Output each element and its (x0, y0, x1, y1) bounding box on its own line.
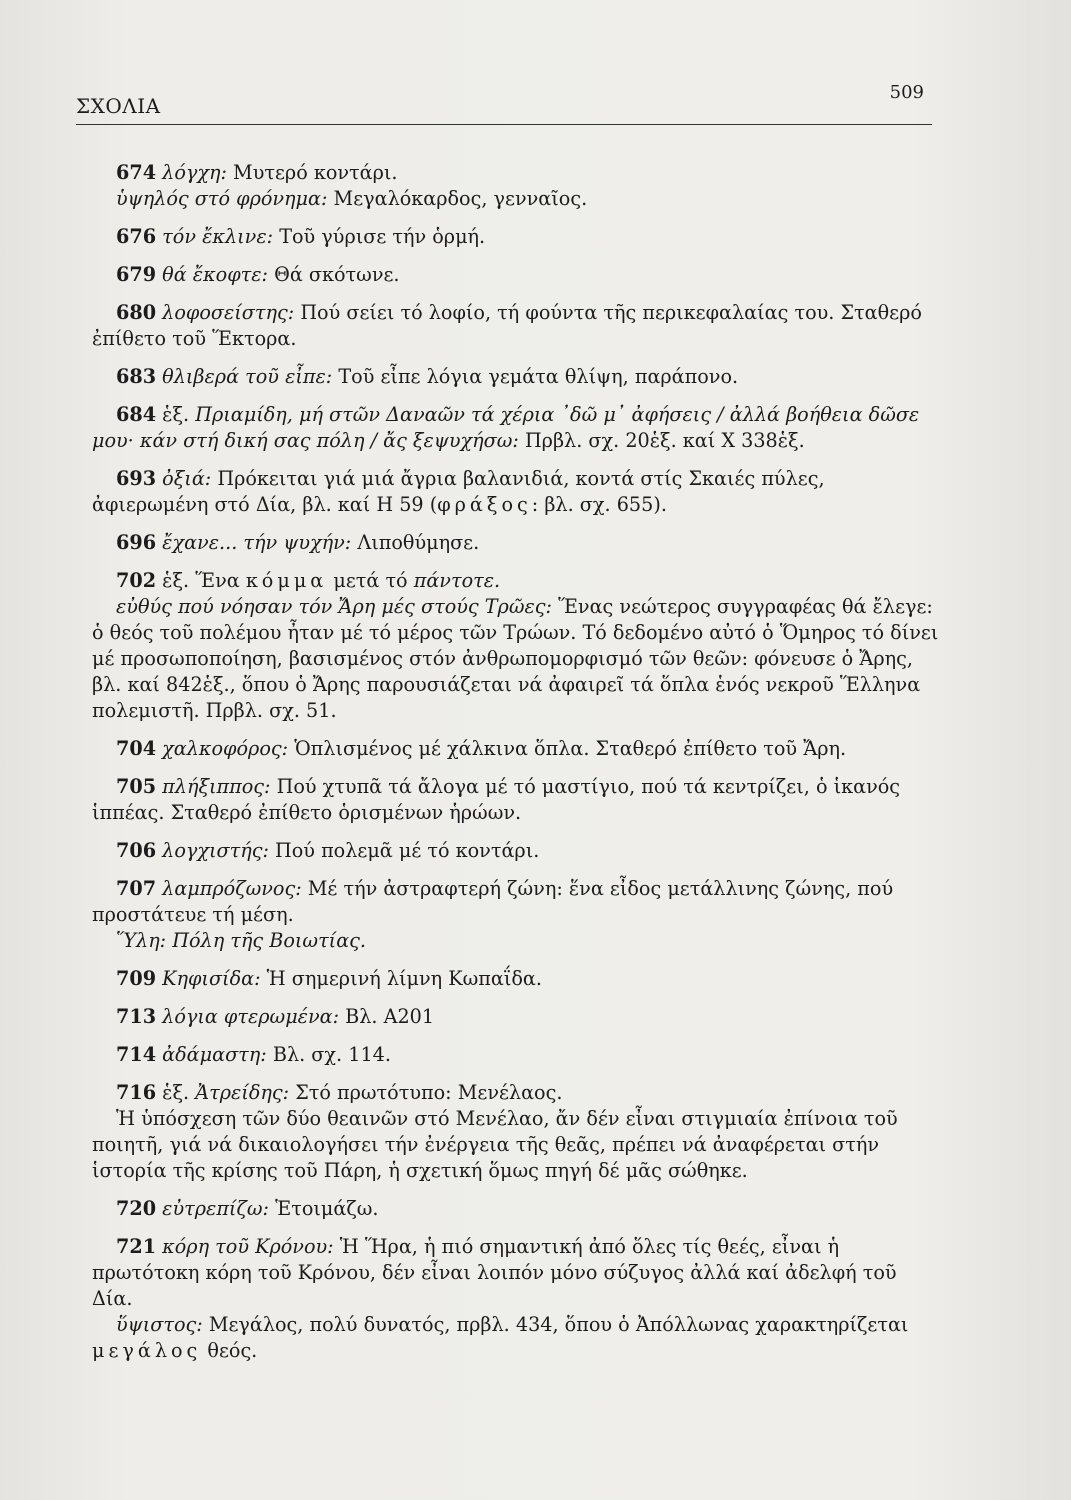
note-number: 683 (116, 365, 157, 388)
note-lemma: τόν ἔκλινε: (162, 225, 274, 248)
note-lemma: χαλκοφόρος: (162, 737, 289, 760)
note-text: Πρόκειται γιά μιά ἄγρια βαλανιδιά, κοντά στίς Σκαιές πύλες, ἀφιερωμένη στό Δία, βλ. καί Η 59 ( (92, 467, 825, 516)
note-683 (68, 364, 942, 390)
note-text-tail: θεός. (201, 1339, 258, 1362)
note-716-sub (68, 1106, 942, 1184)
note-lemma: κόρη τοῦ Κρόνου: (162, 1235, 334, 1258)
note-number: 706 (116, 839, 157, 862)
note-text: Πού σείει τό λοφίο, τή φούντα τῆς περικεφαλαίας του. Σταθερό ἐπίθετο τοῦ Ἕκτορα. (92, 301, 922, 350)
note-text-tail: : βλ. σχ. 655). (531, 493, 667, 516)
note-prefix: ἑξ. (162, 403, 196, 426)
note-lemma: ἔχανε... τήν ψυχήν: (162, 531, 352, 554)
note-text: Θά σκότωνε. (268, 263, 400, 286)
note-text: Μεγάλος, πολύ δυνατός, πρβλ. 434, ὅπου ὁ Ἀπόλλωνας χαρακτηρίζεται (202, 1313, 909, 1336)
note-number: 716 (116, 1081, 157, 1104)
note-lemma: Κηφισίδα: (162, 967, 261, 990)
note-676 (68, 224, 942, 250)
note-text: Ἡ σημερινή λίμνη Κωπαΐδα. (260, 967, 542, 990)
note-spaced-word: φράξος (437, 493, 532, 516)
note-number: 693 (116, 467, 157, 490)
note-text: Τοῦ εἶπε λόγια γεμάτα θλίψη, παράπονο. (332, 365, 739, 388)
note-721-sub (68, 1312, 942, 1364)
note-lemma: ὕψιστος: (116, 1313, 203, 1336)
note-spaced-word: μεγάλος (92, 1339, 202, 1362)
note-674 (68, 160, 942, 186)
note-709 (68, 966, 942, 992)
note-720 (68, 1196, 942, 1222)
running-head-title: ΣΧΟΛΙΑ (76, 94, 161, 118)
note-number: 674 (116, 161, 157, 184)
note-text: Στό πρωτότυπο: Μενέλαος. (289, 1081, 563, 1104)
note-text: Ἑτοιμάζω. (268, 1197, 379, 1220)
note-702 (68, 568, 942, 594)
note-text: Πού χτυπᾶ τά ἄλογα μέ τό μαστίγιο, πού τά κεντρίζει, ὁ ἱκανός ἱππέας. Σταθερό ἐπίθετο ὁρισμένων ἡρώων. (92, 775, 901, 824)
note-text: Ἡ ὑπόσχεση τῶν δύο θεαινῶν στό Μενέλαο, ἄν δέν εἶναι στιγμιαία ἐπίνοια τοῦ ποιητῆ, γιά νά δικαιολογήσει τήν ἐνέργεια τῆς θεᾶς, πρέπει νά ἀναφέρεται στήν ἱστορία τῆς κρίσης τοῦ Πάρη, ἡ σχετική ὅμως πηγή δέ μᾶς σώθηκε. (92, 1107, 898, 1182)
note-lemma: πλήξιππος: (162, 775, 271, 798)
note-713 (68, 1004, 942, 1030)
note-number: 707 (116, 877, 157, 900)
note-text: Μέ τήν ἀστραφτερή ζώνη: ἕνα εἶδος μετάλλινης ζώνης, πού προστάτευε τή μέση. (92, 877, 894, 926)
note-lemma: λόγια φτερωμένα: (162, 1005, 340, 1028)
note-number: 721 (116, 1235, 157, 1258)
note-prefix: ἑξ. Ἕνα (162, 569, 246, 592)
note-704 (68, 736, 942, 762)
note-text: Τοῦ γύρισε τήν ὁρμή. (273, 225, 486, 248)
note-lemma: εὐθύς πού νόησαν τόν Ἄρη μές στούς Τρῶες: (116, 595, 552, 618)
note-text: Λιποθύμησε. (351, 531, 480, 554)
header-rule (76, 124, 932, 125)
note-spaced-word: κόμμα (245, 569, 328, 592)
note-text: Βλ. σχ. 114. (266, 1043, 391, 1066)
note-number: 684 (116, 403, 157, 426)
note-number: 705 (116, 775, 157, 798)
note-text: Ἡ Ἥρα, ἡ πιό σημαντική ἀπό ὅλες τίς θεές, εἶναι ἡ πρωτότοκη κόρη τοῦ Κρόνου, δέν εἶναι λοιπόν μόνο σύζυγος ἀλλά καί ἀδελφή τοῦ Δία. (92, 1235, 897, 1310)
note-lemma: Ἀτρείδης: (195, 1081, 290, 1104)
running-head (76, 82, 932, 124)
note-lemma: λόγχη: (162, 161, 227, 184)
note-lemma: λαμπρόζωνος: (162, 877, 302, 900)
note-text: Μεγαλόκαρδος, γενναῖος. (327, 187, 588, 210)
note-number: 696 (116, 531, 157, 554)
note-text: Μυτερό κοντάρι. (226, 161, 398, 184)
note-714 (68, 1042, 942, 1068)
note-lemma: ὀξιά: (162, 467, 212, 490)
note-text: Βλ. Α201 (339, 1005, 435, 1028)
note-number: 704 (116, 737, 157, 760)
note-lemma: λογχιστής: (162, 839, 269, 862)
note-text: Πρβλ. σχ. 20ἑξ. καί Χ 338ἑξ. (518, 429, 805, 452)
note-number: 714 (116, 1043, 157, 1066)
note-lemma: ὑψηλός στό φρόνημα: (116, 187, 328, 210)
note-lemma: εὐτρεπίζω: (162, 1197, 269, 1220)
note-lemma: Ὕλη: Πόλη τῆς Βοιωτίας. (116, 929, 367, 952)
note-text: Ἕνας νεώτερος συγγραφέας θά ἔλεγε: ὁ θεός τοῦ πολέμου ἦταν μέ τό μέρος τῶν Τρώων. Τό δεδομένο αὐτό ὁ Ὅμηρος τό δίνει μέ προσωποποίηση, βασισμένος στόν ἀνθρωπομορφισμό τῶν θεῶν: φόνευσε ὁ Ἄρης, βλ. καί 842ἑξ., ὅπου ὁ Ἄρης παρουσιάζεται νά ἀφαιρεῖ τά ὅπλα ἑνός νεκροῦ Ἕλληνα πολεμιστῆ. Πρβλ. σχ. 51. (92, 595, 939, 722)
note-text: Ὁπλισμένος μέ χάλκινα ὅπλα. Σταθερό ἐπίθετο τοῦ Ἄρη. (288, 737, 847, 760)
page-number: 509 (889, 82, 924, 103)
note-lemma: ἀδάμαστη: (162, 1043, 267, 1066)
note-lemma: πάντοτε. (413, 569, 501, 592)
note-693 (68, 466, 942, 518)
note-716 (68, 1080, 942, 1106)
note-number: 713 (116, 1005, 157, 1028)
note-lemma: θά ἔκοφτε: (162, 263, 269, 286)
note-prefix: ἑξ. (162, 1081, 196, 1104)
note-lemma: λοφοσείστης: (162, 301, 295, 324)
note-number: 679 (116, 263, 157, 286)
commentary-body (92, 160, 942, 1376)
note-680 (68, 300, 942, 352)
note-707 (68, 876, 942, 928)
note-696 (68, 530, 942, 556)
note-number: 680 (116, 301, 157, 324)
note-679 (68, 262, 942, 288)
note-text: Πού πολεμᾶ μέ τό κοντάρι. (268, 839, 540, 862)
note-text: μετά τό (327, 569, 414, 592)
note-674-sub (68, 186, 942, 212)
note-707-sub (68, 928, 942, 954)
note-lemma: θλιβερά τοῦ εἶπε: (162, 365, 333, 388)
note-721 (68, 1234, 942, 1312)
note-number: 720 (116, 1197, 157, 1220)
note-number: 709 (116, 967, 157, 990)
note-706 (68, 838, 942, 864)
note-702-sub (68, 594, 942, 724)
note-number: 702 (116, 569, 157, 592)
note-lemma: Πριαμίδη, μή στῶν Δαναῶν τά χέρια ᾽δῶ μ᾽ ἀφήσεις / ἀλλά βοήθεια δῶσε μου· κάν στή δική σας πόλη / ἄς ξεψυχήσω: (92, 403, 920, 452)
note-684 (68, 402, 942, 454)
note-705 (68, 774, 942, 826)
note-number: 676 (116, 225, 157, 248)
